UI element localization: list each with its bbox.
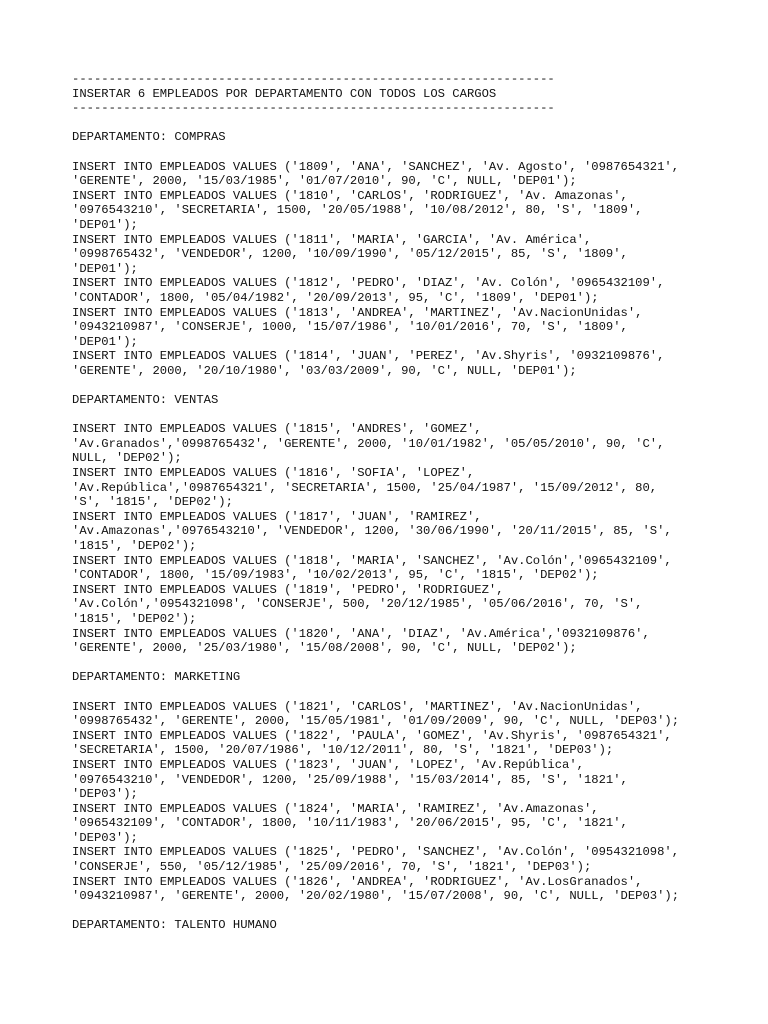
sql-line: 'DEP03'); xyxy=(72,830,138,845)
sql-line: INSERT INTO EMPLEADOS VALUES ('1826', 'ANDREA', 'RODRIGUEZ', 'Av.LosGranados', xyxy=(72,874,643,889)
department-section xyxy=(72,670,712,918)
department-heading: DEPARTAMENTO: TALENTO HUMANO xyxy=(72,918,277,933)
sql-line: 'Av.Granados','0998765432', 'GERENTE', 2000, '10/01/1982', '05/05/2010', 90, 'C', xyxy=(72,436,665,451)
department-heading: DEPARTAMENTO: MARKETING xyxy=(72,670,241,685)
sql-line: INSERT INTO EMPLEADOS VALUES ('1824', 'MARIA', 'RAMIREZ', 'Av.Amazonas', xyxy=(72,801,599,816)
sql-line: '0943210987', 'CONSERJE', 1000, '15/07/1986', '10/01/2016', 70, 'S', '1809', xyxy=(72,320,628,335)
sql-line: INSERT INTO EMPLEADOS VALUES ('1818', 'MARIA', 'SANCHEZ', 'Av.Colón','0965432109', xyxy=(72,553,672,568)
sql-line: '1815', 'DEP02'); xyxy=(72,539,197,553)
sql-line: 'DEP01'); xyxy=(72,217,138,232)
spacer xyxy=(72,685,712,700)
sql-line: 'CONTADOR', 1800, '15/09/1983', '10/02/2013', 95, 'C', '1815', 'DEP02'); xyxy=(72,568,599,583)
sql-line: INSERT INTO EMPLEADOS VALUES ('1812', 'PEDRO', 'DIAZ', 'Av. Colón', '0965432109', xyxy=(72,276,665,291)
sql-line: 'GERENTE', 2000, '25/03/1980', '15/08/2008', 90, 'C', NULL, 'DEP02'); xyxy=(72,641,577,656)
document-page xyxy=(72,72,712,948)
sql-line: 'Av.Amazonas','0976543210', 'VENDEDOR', 1200, '30/06/1990', '20/11/2015', 85, 'S', xyxy=(72,524,672,539)
sql-line: INSERT INTO EMPLEADOS VALUES ('1822', 'PAULA', 'GOMEZ', 'Av.Shyris', '0987654321', xyxy=(72,728,672,743)
document-title: INSERTAR 6 EMPLEADOS POR DEPARTAMENTO CON TODOS LOS CARGOS xyxy=(72,86,497,101)
header-rule-top: ------------------------------------------------------------------ xyxy=(72,72,555,86)
sql-line: 'S', '1815', 'DEP02'); xyxy=(72,495,233,510)
spacer xyxy=(72,656,712,671)
sql-line: 'Av.República','0987654321', 'SECRETARIA', 1500, '25/04/1987', '15/09/2012', 80, xyxy=(72,480,658,495)
sql-line: '0998765432', 'GERENTE', 2000, '15/05/1981', '01/09/2009', 90, 'C', NULL, 'DEP03'); xyxy=(72,714,680,729)
sql-line: '0976543210', 'VENDEDOR', 1200, '25/09/1988', '15/03/2014', 85, 'S', '1821', xyxy=(72,772,628,787)
sql-line: 'Av.Colón','0954321098', 'CONSERJE', 500, '20/12/1985', '05/06/2016', 70, 'S', xyxy=(72,597,643,612)
sql-line: INSERT INTO EMPLEADOS VALUES ('1817', 'JUAN', 'RAMIREZ', xyxy=(72,509,482,524)
sql-line: INSERT INTO EMPLEADOS VALUES ('1811', 'MARIA', 'GARCIA', 'Av. América', xyxy=(72,232,592,247)
sql-line: INSERT INTO EMPLEADOS VALUES ('1813', 'ANDREA', 'MARTINEZ', 'Av.NacionUnidas', xyxy=(72,305,643,320)
sql-line: INSERT INTO EMPLEADOS VALUES ('1823', 'JUAN', 'LOPEZ', 'Av.República', xyxy=(72,757,584,772)
sql-line: 'CONSERJE', 550, '05/12/1985', '25/09/2016', 70, 'S', '1821', 'DEP03'); xyxy=(72,860,592,875)
sql-line: '1815', 'DEP02'); xyxy=(72,611,197,626)
header-rule-bottom: ------------------------------------------------------------------ xyxy=(72,101,555,116)
sql-line: 'GERENTE', 2000, '15/03/1985', '01/07/2010', 90, 'C', NULL, 'DEP01'); xyxy=(72,174,577,189)
spacer xyxy=(72,116,712,131)
sql-line: 'SECRETARIA', 1500, '20/07/1986', '10/12/2011', 80, 'S', '1821', 'DEP03'); xyxy=(72,743,614,758)
sql-line: 'DEP01'); xyxy=(72,261,138,276)
department-sections xyxy=(72,130,712,947)
department-heading: DEPARTAMENTO: COMPRAS xyxy=(72,130,226,145)
spacer xyxy=(72,904,712,919)
spacer xyxy=(72,378,712,393)
sql-line: INSERT INTO EMPLEADOS VALUES ('1814', 'JUAN', 'PEREZ', 'Av.Shyris', '0932109876', xyxy=(72,349,665,364)
department-section xyxy=(72,130,712,393)
department-section xyxy=(72,393,712,670)
sql-line: INSERT INTO EMPLEADOS VALUES ('1825', 'PEDRO', 'SANCHEZ', 'Av.Colón', '0954321098', xyxy=(72,845,680,860)
spacer xyxy=(72,933,712,948)
sql-line: INSERT INTO EMPLEADOS VALUES ('1821', 'CARLOS', 'MARTINEZ', 'Av.NacionUnidas', xyxy=(72,699,643,714)
sql-line: 'DEP01'); xyxy=(72,334,138,349)
sql-line: '0943210987', 'GERENTE', 2000, '20/02/1980', '15/07/2008', 90, 'C', NULL, 'DEP03'); xyxy=(72,889,680,904)
sql-line: NULL, 'DEP02'); xyxy=(72,451,182,466)
sql-line: 'GERENTE', 2000, '20/10/1980', '03/03/2009', 90, 'C', NULL, 'DEP01'); xyxy=(72,363,577,378)
spacer xyxy=(72,145,712,160)
sql-line: INSERT INTO EMPLEADOS VALUES ('1820', 'ANA', 'DIAZ', 'Av.América','0932109876', xyxy=(72,626,650,641)
sql-line: 'DEP03'); xyxy=(72,787,138,802)
sql-line: INSERT INTO EMPLEADOS VALUES ('1809', 'ANA', 'SANCHEZ', 'Av. Agosto', '0987654321', xyxy=(72,159,680,174)
department-section xyxy=(72,918,712,947)
spacer xyxy=(72,408,712,423)
sql-line: INSERT INTO EMPLEADOS VALUES ('1816', 'SOFIA', 'LOPEZ', xyxy=(72,466,475,481)
sql-line: INSERT INTO EMPLEADOS VALUES ('1810', 'CARLOS', 'RODRIGUEZ', 'Av. Amazonas', xyxy=(72,188,628,203)
sql-line: INSERT INTO EMPLEADOS VALUES ('1815', 'ANDRES', 'GOMEZ', xyxy=(72,422,482,437)
sql-line: '0998765432', 'VENDEDOR', 1200, '10/09/1990', '05/12/2015', 85, 'S', '1809', xyxy=(72,247,628,262)
department-heading: DEPARTAMENTO: VENTAS xyxy=(72,393,219,408)
sql-line: 'CONTADOR', 1800, '05/04/1982', '20/09/2013', 95, 'C', '1809', 'DEP01'); xyxy=(72,290,599,305)
sql-line: '0965432109', 'CONTADOR', 1800, '10/11/1983', '20/06/2015', 95, 'C', '1821', xyxy=(72,816,628,831)
sql-line: '0976543210', 'SECRETARIA', 1500, '20/05/1988', '10/08/2012', 80, 'S', '1809', xyxy=(72,203,643,218)
sql-line: INSERT INTO EMPLEADOS VALUES ('1819', 'PEDRO', 'RODRIGUEZ', xyxy=(72,582,504,597)
